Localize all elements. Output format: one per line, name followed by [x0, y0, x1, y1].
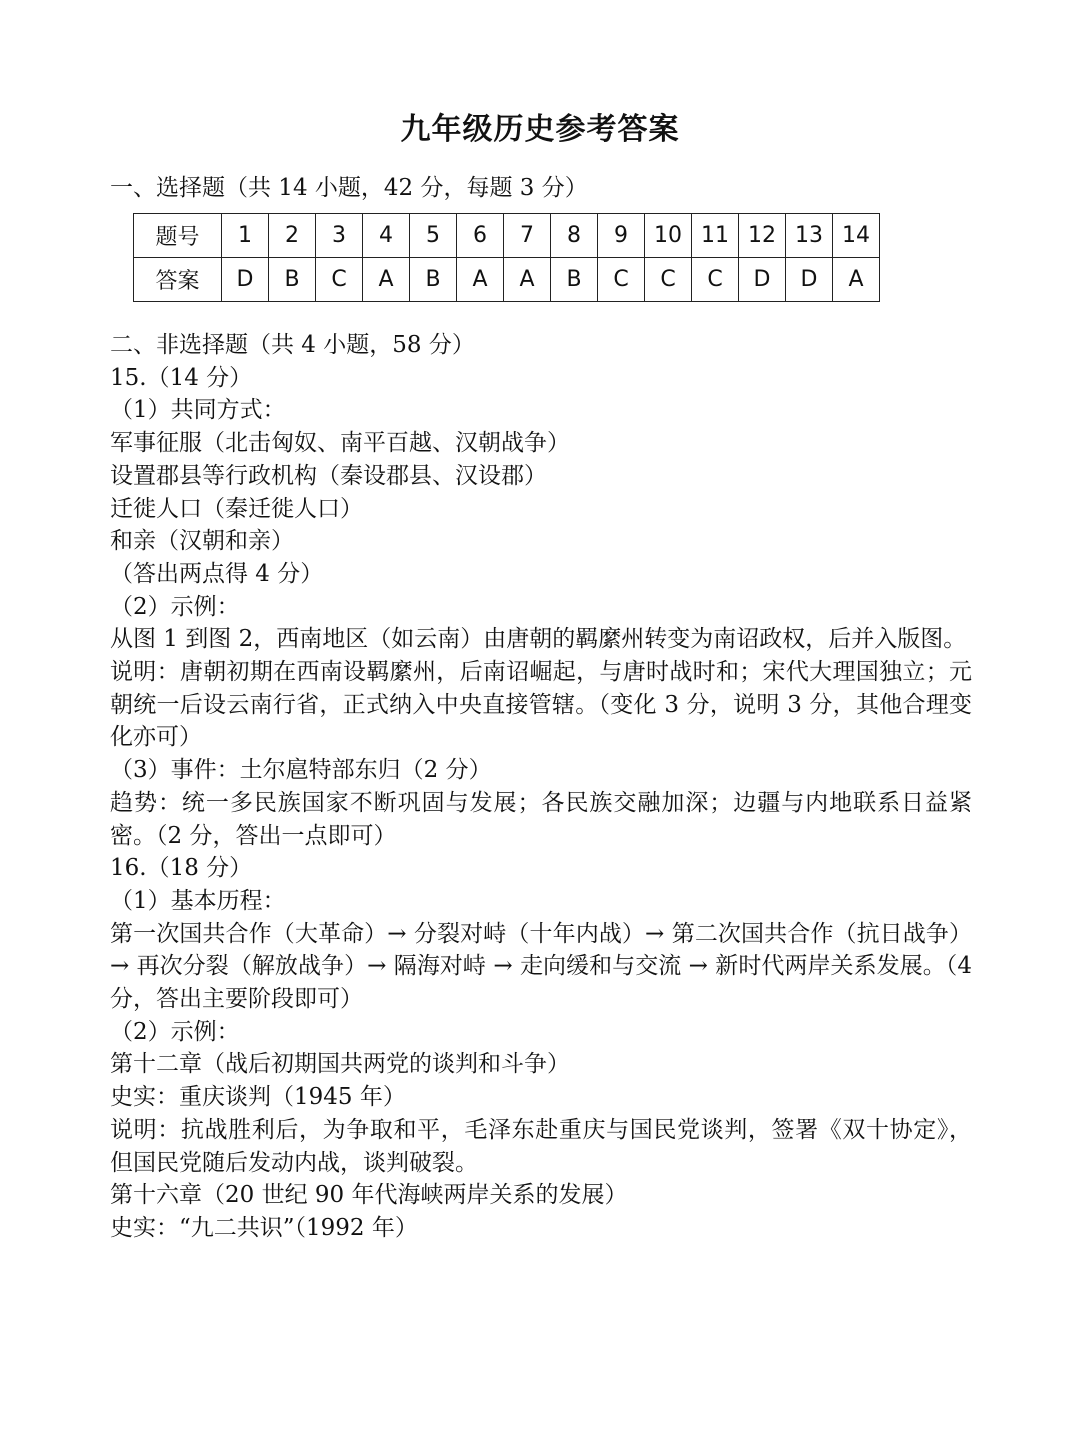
question-number: 2: [269, 214, 316, 258]
answer-line: （1）共同方式：: [110, 397, 286, 424]
question-number: 5: [410, 214, 457, 258]
section-2-heading: 二、非选择题（共 4 小题，58 分）: [110, 332, 475, 358]
question-number: 10: [645, 214, 692, 258]
answer-cell: C: [692, 258, 739, 302]
answer-cell: A: [457, 258, 504, 302]
answer-line: 第十六章（20 世纪 90 年代海峡两岸关系的发展）: [110, 1182, 628, 1209]
question-number: 1: [222, 214, 269, 258]
table-row-answers: [134, 258, 880, 302]
question-number: 6: [457, 214, 504, 258]
question-number: 9: [598, 214, 645, 258]
answer-line: 第一次国共合作（大革命）→ 分裂对峙（十年内战）→ 第二次国共合作（抗日战争）→ 再次分裂（解放战争）→ 隔海对峙 → 走向缓和与交流 → 新时代两岸关系发展。（4 分，答出主要阶段即可）: [110, 920, 972, 1013]
answer-cell: A: [504, 258, 551, 302]
question-15-heading: 15.（14 分）: [110, 364, 253, 391]
answer-line: 军事征服（北击匈奴、南平百越、汉朝战争）: [110, 430, 570, 457]
table-row-numbers: [134, 214, 880, 258]
answer-line: 说明：抗战胜利后，为争取和平，毛泽东赴重庆与国民党谈判，签署《双十协定》，但国民党随后发动内战，谈判破裂。: [110, 1116, 972, 1176]
question-number: 13: [786, 214, 833, 258]
answer-line: （2）示例：: [110, 1018, 240, 1045]
answer-body: [110, 329, 972, 1245]
answer-cell: D: [222, 258, 269, 302]
section-1-heading: 一、选择题（共 14 小题，42 分，每题 3 分）: [110, 175, 588, 201]
answer-cell: A: [363, 258, 410, 302]
question-number: 8: [551, 214, 598, 258]
answer-line: 第十二章（战后初期国共两党的谈判和斗争）: [110, 1051, 570, 1078]
answer-line: 趋势：统一多民族国家不断巩固与发展；各民族交融加深；边疆与内地联系日益紧密。（2 分，答出一点即可）: [110, 789, 972, 849]
answer-line: （答出两点得 4 分）: [110, 560, 324, 587]
answer-line: （1）基本历程：: [110, 887, 286, 914]
answer-line: 设置郡县等行政机构（秦设郡县、汉设郡）: [110, 462, 547, 489]
answer-line: 迁徙人口（秦迁徙人口）: [110, 495, 363, 522]
answer-cell: A: [833, 258, 880, 302]
answer-cell: B: [269, 258, 316, 302]
answer-cell: C: [316, 258, 363, 302]
answer-line: 和亲（汉朝和亲）: [110, 528, 294, 555]
question-number: 14: [833, 214, 880, 258]
question-number: 11: [692, 214, 739, 258]
answer-line: 从图 1 到图 2，西南地区（如云南）由唐朝的羁縻州转变为南诏政权，后并入版图。: [110, 626, 967, 653]
answer-cell: C: [598, 258, 645, 302]
answer-cell: B: [410, 258, 457, 302]
answer-line: 史实：重庆谈判（1945 年）: [110, 1084, 406, 1111]
answer-cell: C: [645, 258, 692, 302]
answer-cell: D: [786, 258, 833, 302]
answer-line: （2）示例：: [110, 593, 240, 620]
question-number: 7: [504, 214, 551, 258]
page-title: 九年级历史参考答案: [400, 112, 680, 147]
answer-cell: D: [739, 258, 786, 302]
question-16-heading: 16.（18 分）: [110, 855, 253, 882]
row-label-answers: 答案: [134, 258, 222, 302]
question-number: 12: [739, 214, 786, 258]
question-number: 3: [316, 214, 363, 258]
answer-line: 说明：唐朝初期在西南设羁縻州，后南诏崛起，与唐时战时和；宋代大理国独立；元朝统一后设云南行省，正式纳入中央直接管辖。（变化 3 分，说明 3 分，其他合理变化亦可）: [110, 659, 972, 751]
row-label-numbers: 题号: [134, 214, 222, 258]
answer-line: （3）事件：土尔扈特部东归（2 分）: [110, 757, 492, 784]
question-number: 4: [363, 214, 410, 258]
answer-cell: B: [551, 258, 598, 302]
answer-line: 史实：“九二共识”（1992 年）: [110, 1214, 418, 1241]
answer-table: [133, 213, 880, 302]
